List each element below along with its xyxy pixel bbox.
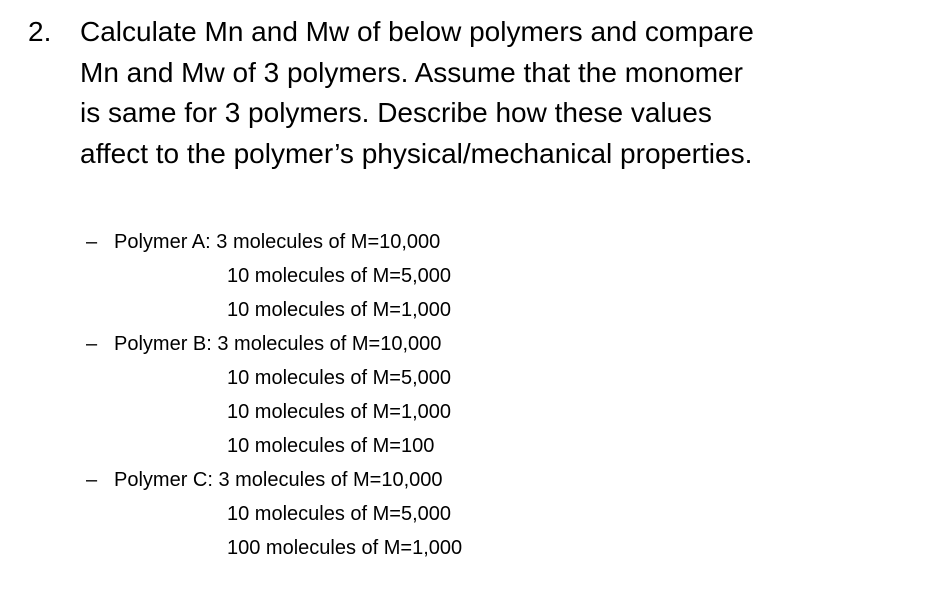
polymer-b-header bbox=[86, 327, 606, 361]
polymer-c-header bbox=[86, 463, 606, 497]
polymer-entry: 10 molecules of M=5,000 bbox=[227, 265, 452, 287]
question-line: Mn and Mw of 3 polymers. Assume that the monomer bbox=[80, 56, 743, 88]
polymer-label: Polymer C: bbox=[114, 469, 213, 491]
question-line: affect to the polymer’s physical/mechanical properties. bbox=[80, 137, 753, 169]
polymer-label: Polymer A: bbox=[114, 231, 211, 253]
polymer-a-item bbox=[86, 225, 606, 327]
bullet-dash: – bbox=[86, 333, 98, 355]
polymer-entry: 3 molecules of M=10,000 bbox=[216, 231, 441, 253]
bullet-dash: – bbox=[86, 469, 98, 491]
polymer-entry: 3 molecules of M=10,000 bbox=[217, 333, 442, 355]
polymer-entry: 10 molecules of M=5,000 bbox=[227, 503, 452, 525]
polymer-entry: 10 molecules of M=1,000 bbox=[227, 299, 452, 321]
question-line: Calculate Mn and Mw of below polymers and compare bbox=[80, 16, 754, 47]
polymer-entry: 10 molecules of M=5,000 bbox=[227, 367, 452, 389]
polymer-b-item bbox=[86, 327, 606, 463]
polymer-c-item bbox=[86, 463, 606, 565]
bullet-dash: – bbox=[86, 231, 98, 253]
polymer-entry: 100 molecules of M=1,000 bbox=[227, 537, 463, 559]
polymer-entry: 10 molecules of M=1,000 bbox=[227, 401, 452, 423]
question-text bbox=[80, 12, 900, 174]
polymer-a-header bbox=[86, 225, 606, 259]
polymer-entry: 10 molecules of M=100 bbox=[227, 435, 435, 457]
question-number: 2. bbox=[28, 16, 52, 47]
polymer-list bbox=[86, 225, 606, 565]
polymer-entry: 3 molecules of M=10,000 bbox=[218, 469, 443, 491]
question-line: is same for 3 polymers. Describe how these values bbox=[80, 97, 712, 128]
polymer-label: Polymer B: bbox=[114, 333, 212, 355]
